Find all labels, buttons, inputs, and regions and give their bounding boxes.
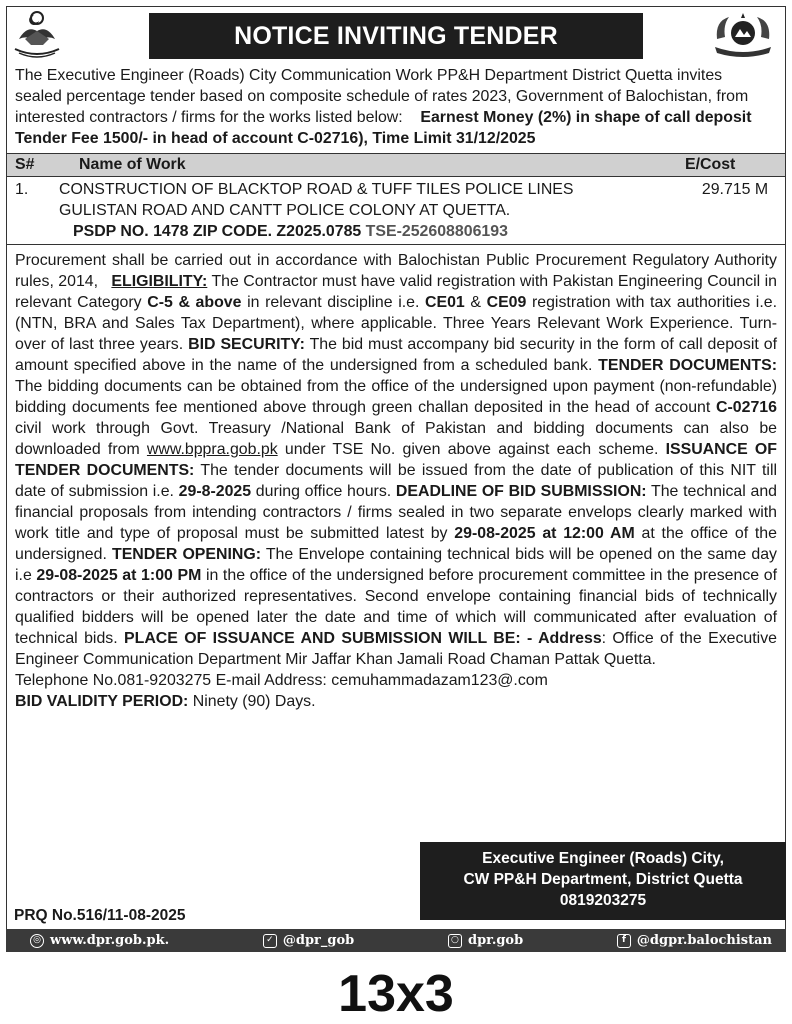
works-table bbox=[7, 153, 785, 244]
contact-line: Telephone No.081-9203275 E-mail Address: cemuhammadazam123@.com bbox=[15, 672, 548, 689]
validity-line bbox=[15, 691, 777, 712]
body-text: under TSE No. given above against each scheme. bbox=[277, 441, 666, 458]
balochistan-emblem-icon bbox=[11, 9, 63, 61]
body-text: The technical and financial proposals from intending contractors / firms sealed in two separate envelops clearly marked with work title and type of proposal must be submitted latest by bbox=[15, 483, 777, 542]
body-text: Procurement shall be carried out in accordance with Balochistan Public Procurement Regulatory Authority rules, 2014, bbox=[15, 252, 777, 290]
category: C-5 & above bbox=[147, 294, 242, 311]
psdp-line bbox=[59, 221, 685, 242]
row-sn: 1. bbox=[15, 181, 29, 198]
bppra-website-link[interactable]: www.bppra.gob.pk bbox=[146, 441, 278, 458]
tender-conditions bbox=[7, 244, 785, 712]
prq-number: PRQ No.516/11-08-2025 bbox=[14, 907, 186, 924]
body-text: in relevant discipline i.e. bbox=[241, 294, 426, 311]
discipline-ce01: CE01 bbox=[425, 294, 465, 311]
submission-deadline: 29-08-2025 at 12:00 AM bbox=[454, 525, 635, 542]
body-text: civil work through Govt. Treasury /National Bank of Pakistan and bidding documents can also be downloaded from bbox=[15, 420, 777, 458]
header-cost: E/Cost bbox=[685, 154, 785, 177]
signature-block bbox=[420, 842, 786, 920]
dgpr-emblem-icon bbox=[707, 9, 779, 61]
twitter-icon: ✓ bbox=[263, 934, 277, 948]
tender-fee: Tender Fee 1500/- in head of account C-02716), Time Limit 31/12/2025 bbox=[15, 130, 536, 147]
opening-label: TENDER OPENING: bbox=[112, 546, 262, 563]
notice-header bbox=[7, 7, 785, 63]
row-cost: 29.715 M bbox=[701, 181, 769, 198]
facebook-icon: f bbox=[617, 934, 631, 948]
validity-label: BID VALIDITY PERIOD: bbox=[15, 693, 189, 710]
footer-instagram-text: dpr.gob bbox=[467, 933, 524, 948]
body-text: The bidding documents can be obtained from the office of the undersigned upon payment (non-refundable) bidding documents fee mentioned above through green challan deposited in the head of account bbox=[15, 378, 777, 416]
intro-paragraph bbox=[7, 65, 785, 149]
bid-security-label: BID SECURITY: bbox=[188, 336, 305, 353]
body-text: in the office of the undersigned before procurement committee in the presence of contractors or their authorized representatives. Second envelope containing financial bids of technically qualified bidders will be opened later the date and time of which will communicated after evaluation of technical bids. bbox=[15, 567, 777, 647]
footer-instagram[interactable] bbox=[448, 933, 523, 948]
tender-documents-label: TENDER DOCUMENTS: bbox=[598, 357, 777, 374]
intro-line: sealed percentage tender based on composite schedule of rates 2023, Government of Balochistan, from bbox=[15, 88, 749, 105]
body-text: during office hours. bbox=[251, 483, 396, 500]
globe-icon: ◎ bbox=[30, 934, 44, 948]
footer-facebook[interactable] bbox=[617, 933, 772, 948]
body-text: registration with tax authorities i.e. (NTN, BRA and Sales Tax Department), where applicable. Three Years Relevant Work Experience. Turn-over of last three years. bbox=[15, 294, 777, 353]
ad-size-label: 13x3 bbox=[338, 965, 454, 1023]
row-name bbox=[55, 177, 685, 245]
body-text: at the office of the undersigned. bbox=[15, 525, 777, 563]
footer-twitter-text: @dpr_gob bbox=[282, 933, 355, 948]
table-row bbox=[7, 177, 785, 245]
footer-twitter[interactable] bbox=[263, 933, 354, 948]
issuance-date: 29-8-2025 bbox=[178, 483, 252, 500]
footer-bar bbox=[6, 929, 786, 952]
earnest-money: Earnest Money (2%) in shape of call deposit bbox=[420, 109, 752, 126]
psdp-number: PSDP NO. 1478 ZIP CODE. Z2025.0785 bbox=[73, 223, 362, 240]
body-text: The Envelope containing technical bids will be opened on the same day i.e bbox=[15, 546, 777, 584]
header-name-of-work: Name of Work bbox=[55, 154, 685, 177]
body-text: : Office of the Executive Engineer Communication Department Mir Jaffar Khan Jamali Road Chaman Pattak Quetta. bbox=[15, 630, 777, 668]
intro-line bbox=[15, 107, 777, 128]
signature-phone: 0819203275 bbox=[559, 892, 647, 909]
work-name-line: CONSTRUCTION OF BLACKTOP ROAD & TUFF TILES POLICE LINES bbox=[59, 181, 574, 198]
header-sn: S# bbox=[7, 154, 55, 177]
signature-line: CW PP&H Department, District Quetta bbox=[463, 871, 743, 888]
body-text: The Contractor must have valid registration with Pakistan Engineering Council in relevant Category bbox=[15, 273, 777, 311]
footer-facebook-text: @dgpr.balochistan bbox=[636, 933, 772, 948]
signature-line: Executive Engineer (Roads) City, bbox=[482, 850, 724, 867]
intro-line: The Executive Engineer (Roads) City Communication Work PP&H Department District Quetta invites bbox=[15, 67, 723, 84]
footer-web[interactable] bbox=[30, 933, 169, 948]
opening-date: 29-08-2025 at 1:00 PM bbox=[36, 567, 202, 584]
deadline-label: DEADLINE OF BID SUBMISSION: bbox=[395, 483, 647, 500]
body-text: The bid must accompany bid security in the form of call deposit of amount specified above in the name of the undersigned from a scheduled bank. bbox=[15, 336, 777, 374]
body-text: The tender documents will be issued from the date of publication of this NIT till date of submission i.e. bbox=[15, 462, 778, 500]
issuance-label: ISSUANCE OF TENDER DOCUMENTS: bbox=[15, 441, 777, 479]
work-name-line: GULISTAN ROAD AND CANTT POLICE COLONY AT QUETTA. bbox=[59, 202, 511, 219]
instagram-icon: ○ bbox=[448, 934, 462, 948]
notice-title: NOTICE INVITING TENDER bbox=[149, 13, 643, 59]
intro-line-text: interested contractors / firms for the works listed below: bbox=[15, 109, 403, 126]
tender-notice bbox=[6, 6, 786, 952]
account-head: C-02716 bbox=[716, 399, 777, 416]
body-text: & bbox=[464, 294, 487, 311]
footer-web-text: www.dpr.gob.pk. bbox=[50, 933, 170, 948]
eligibility-label: ELIGIBILITY: bbox=[111, 273, 208, 290]
place-label: PLACE OF ISSUANCE AND SUBMISSION WILL BE: - Address bbox=[124, 630, 602, 647]
discipline-ce09: CE09 bbox=[486, 294, 527, 311]
tse-number: TSE-252608806193 bbox=[365, 223, 508, 240]
validity-value: Ninety (90) Days. bbox=[188, 693, 316, 710]
